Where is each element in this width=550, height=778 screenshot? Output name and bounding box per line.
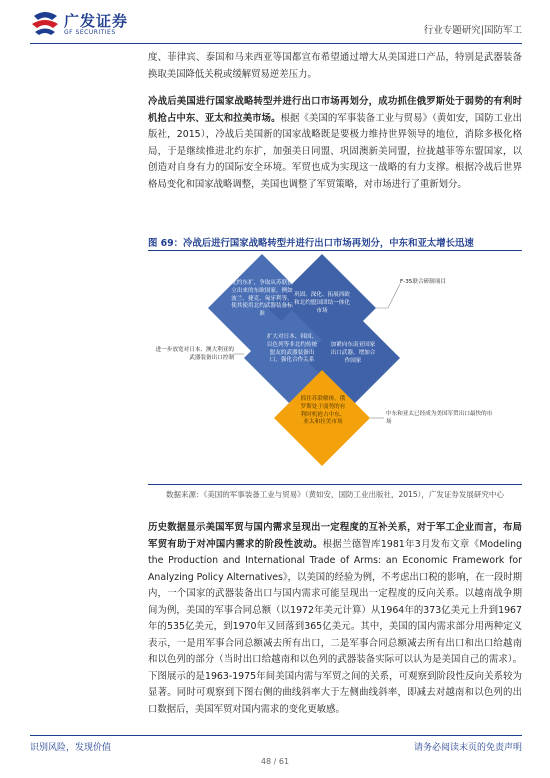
figure-top-rule xyxy=(148,250,522,251)
diamond-right-text: 加紧向东南亚国家出口武器，增加合作国家 xyxy=(330,342,376,364)
logo xyxy=(30,10,170,40)
report-category: 行业专题研究|国防军工 xyxy=(423,25,522,36)
logo-cn: 广发证券 xyxy=(64,12,129,30)
paragraph-1: 度、菲律宾、泰国和马来西亚等国都宣布希望通过增大从美国进口产品，特别是武器装备换取美国降低关税或缓解贸易逆差压力。 xyxy=(148,52,522,80)
paragraph-3-body: 根据兰德智库1981年3月发布文章《Modeling the Production and International Trade of Arms: an Economic Framework for Analyzing Policy Alternatives》，以美国的经验为例，不考虑出口税的影响，在一段时期内，一个国家的武器装备出口与国内需求可能呈现出一定程度的反向关系。以越南战争期间为例，美国的军事合同总额（以1972年美元计算）从1964年的373亿美元上升到1967年的535亿美元，到1970年又回落到365亿美元。其中，美国的国内需求部分用两种定义表示，一是用军事合同总额减去所有出口，二是军事合同总额减去所有出口和出口给越南和以色列的部分（当时出口给越南和以色列的武器装备实际可以认为是美国自己的需求）。下图展示的是1963-1975年间美国内需与军贸之间的关系，可观察到阶段性反向关系较为显著。同时可观察到下图右侧的曲线斜率大于左侧曲线斜率，即减去对越南和以色列的出口数据后，美国军贸对国内需求的变化更敏感。 xyxy=(148,538,522,715)
gf-logo-icon xyxy=(30,10,60,38)
footer-divider xyxy=(30,735,522,736)
page-header xyxy=(30,8,522,42)
figure-source: 数据来源：《美国的军事装备工业与贸易》（黄如安，国防工业出版社，2015），广发证券发展研究中心 xyxy=(166,490,504,499)
diamond-middle-text: 扩大对日本、韩国、以色列等非北约传统盟友的武器装备出口，强化合作关系 xyxy=(266,334,318,364)
footer-slogan: 识别风险，发现价值 xyxy=(30,743,112,753)
note-f35: F-35联合研制项目 xyxy=(400,279,446,285)
diamond-bottom-text: 抓住苏联解体，俄罗斯处于弱势的有利时机抢占中东、亚太和拉美市场 xyxy=(300,396,346,426)
paragraph-3-lead: 历史数据显示美国军贸与国内需求呈现出一定程度的互补关系，对于军工企业而言，布局军贸有助于对冲国内需求的阶段性波动。 xyxy=(148,522,522,550)
diamond-shapes xyxy=(148,254,522,480)
paragraph-2-lead: 冷战后美国进行国家战略转型并进行出口市场再划分，成功抓住俄罗斯处于弱势的有利时机抢占中东、亚太和拉美市场。 xyxy=(148,96,522,124)
note-left: 进一步放宽对日本、澳大利亚的武器装备出口控制 xyxy=(155,347,234,361)
strategy-diagram xyxy=(148,254,522,480)
figure-title: 图 69：冷战后进行国家战略转型并进行出口市场再划分，中东和亚太增长迅速 xyxy=(148,238,474,249)
paragraph-3 xyxy=(148,520,522,718)
figure-bottom-rule xyxy=(148,484,522,485)
paragraph-2-body: 根据《美国的军事装备工业与贸易》（黄如安，国防工业出版社，2015），冷战后美国新的国家战略既是要极力维持世界领导的地位，消除多极化格局，于是继续推进北约东扩，加强美日同盟、巩固澳新美同盟，拉拢越菲等东盟国家，以创造对自身有力的国际安全环境。军贸也成为实现这一战略的有力支撑。根据冷战后世界格局变化和国家战略调整，美国也调整了军贸策略，对市场进行了重新划分。 xyxy=(148,112,522,190)
paragraph-2 xyxy=(148,94,522,193)
footer-disclaimer: 请务必阅读末页的免责声明 xyxy=(413,743,522,753)
note-bottom-right: 中东和亚太已经成为美国军贸出口最快的市场 xyxy=(386,411,493,425)
diamond-top-right-text: 巩固、深化、拓展西欧和北约盟国团结一体化市场 xyxy=(294,292,350,314)
diamond-top-left-text: 北约东扩，争取从苏联独立出来的东欧国家，例如波兰、捷克、匈牙利等，使其使用北约武器装备标准 xyxy=(231,280,293,318)
page-number: 48 / 61 xyxy=(260,757,290,766)
header-divider xyxy=(30,43,522,44)
connector-f35 xyxy=(376,284,400,308)
logo-en: GF SECURITIES xyxy=(64,29,116,36)
